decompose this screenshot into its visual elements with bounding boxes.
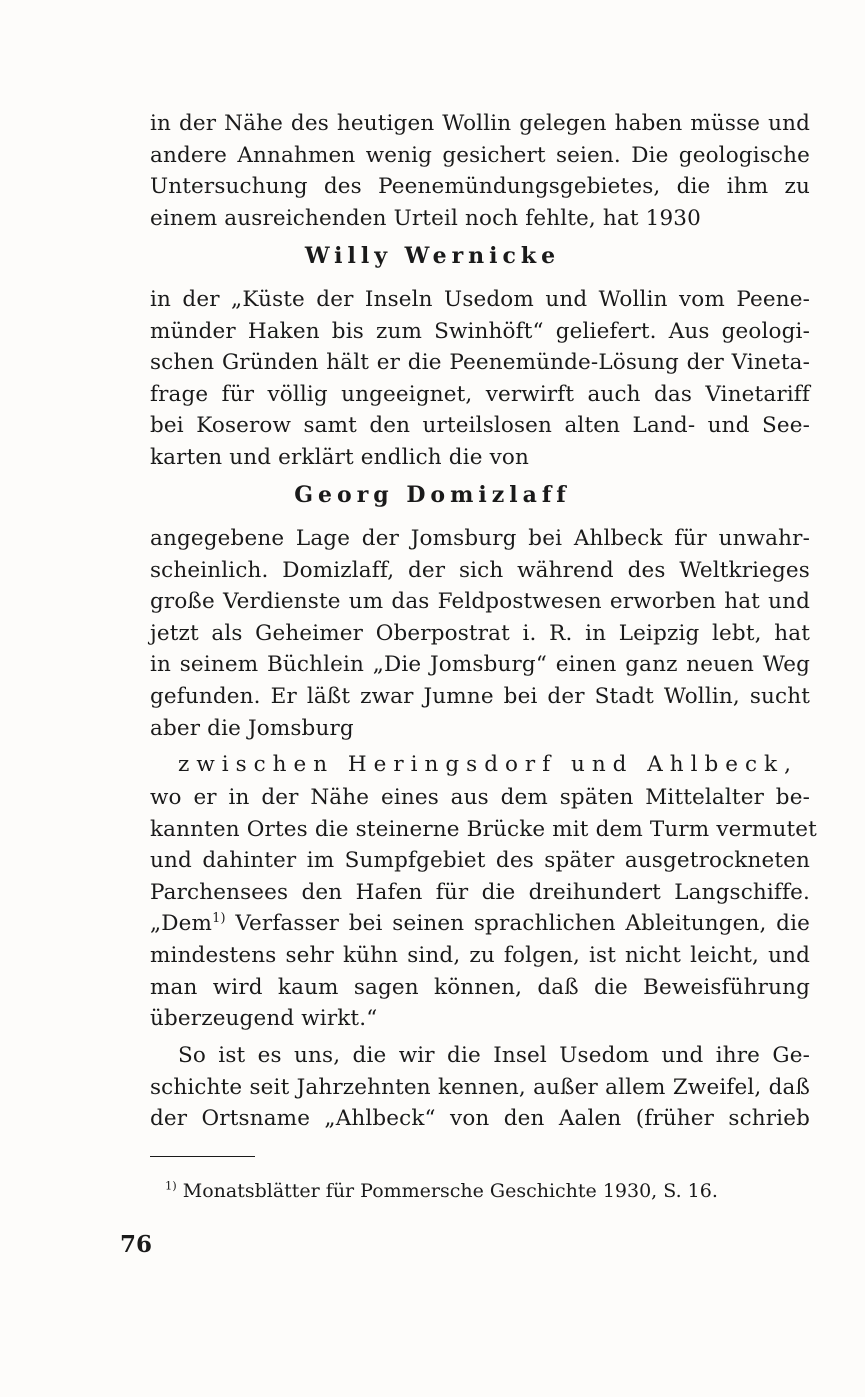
text-line: So ist es uns, die wir die Insel Usedom und ihre Ge- [178,1043,810,1068]
emphasis-block [150,749,810,781]
page-number: 76 [120,1231,153,1258]
quote-continuation: Verfasser bei seinen sprachlichen Ableitungen, die [225,911,810,937]
text-line: mindestens sehr kühn sind, zu folgen, ist nicht leicht, und [150,942,810,968]
text-line: in der Nähe des heutigen Wollin gelegen haben müsse und [150,111,810,136]
footnote [165,1178,718,1204]
text-line: wo er in der Nähe eines aus dem späten Mittelalter be- [150,785,810,810]
text-line: frage für völlig ungeeignet, verwirft auch das Vinetariff [150,381,810,407]
emphasis-line: zwischen Heringsdorf und Ahlbeck, [178,752,798,777]
text-line: gefunden. Er läßt zwar Jumne bei der Stadt Wollin, sucht [150,683,810,709]
text-line: angegebene Lage der Jomsburg bei Ahlbeck für unwahr- [150,526,810,551]
text-line: überzeugend wirkt.“ [150,1006,378,1032]
footnote-divider [150,1156,255,1157]
name-heading-wernicke: Willy Wernicke [304,243,561,269]
text-line: aber die Jomsburg [150,715,354,741]
text-line [150,908,810,940]
text-line: und dahinter im Sumpfgebiet des später ausgetrockneten [150,848,810,874]
text-line: scheinlich. Domizlaff, der sich während des Weltkrieges [150,557,810,583]
text-line: jetzt als Geheimer Oberpostrat i. R. in Leipzig lebt, hat [150,620,810,646]
paragraph-4 [150,782,817,1035]
text-line: in seinem Büchlein „Die Jomsburg“ einen ganz neuen Weg [150,652,810,678]
text-line: kannten Ortes die steinerne Brücke mit dem Turm vermutet [150,816,817,842]
name-heading-domizlaff: Georg Domizlaff [294,482,571,508]
text-line: münder Haken bis zum Swinhöft“ geliefert. Aus geologi- [150,318,810,344]
text-line: in der „Küste der Inseln Usedom und Wollin vom Peene- [150,287,810,312]
text-line: man wird kaum sagen können, daß die Beweisführung [150,974,810,1000]
footnote-reference: 1) [212,911,226,927]
text-line: karten und erklärt endlich die von [150,444,529,470]
text-line: schichte seit Jahrzehnten kennen, außer allem Zweifel, daß [150,1074,810,1100]
paragraph-2 [150,284,810,474]
paragraph-1 [150,108,810,234]
text-line: bei Koserow samt den urteilslosen alten Land- und See- [150,413,810,439]
paragraph-3 [150,523,810,744]
text-line: Parchensees den Hafen für die dreihundert Langschiffe. [150,879,810,905]
text-line: große Verdienste um das Feldpostwesen erworben hat und [150,589,810,615]
text-line: der Ortsname „Ahlbeck“ von den Aalen (früher schrieb [150,1106,810,1132]
text-line: schen Gründen hält er die Peenemünde-Lösung der Vineta- [150,350,810,376]
footnote-mark: 1) [165,1178,177,1193]
text-line: Untersuchung des Peenemündungsgebietes, die ihm zu [150,174,810,200]
quote-start: „Dem [150,911,213,937]
text-line: einem ausreichenden Urteil noch fehlte, hat 1930 [150,205,701,231]
footnote-text: Monatsblätter für Pommersche Geschichte 1930, S. 16. [176,1180,718,1202]
text-line: andere Annahmen wenig gesichert seien. Die geologische [150,142,810,168]
paragraph-5 [150,1040,810,1135]
